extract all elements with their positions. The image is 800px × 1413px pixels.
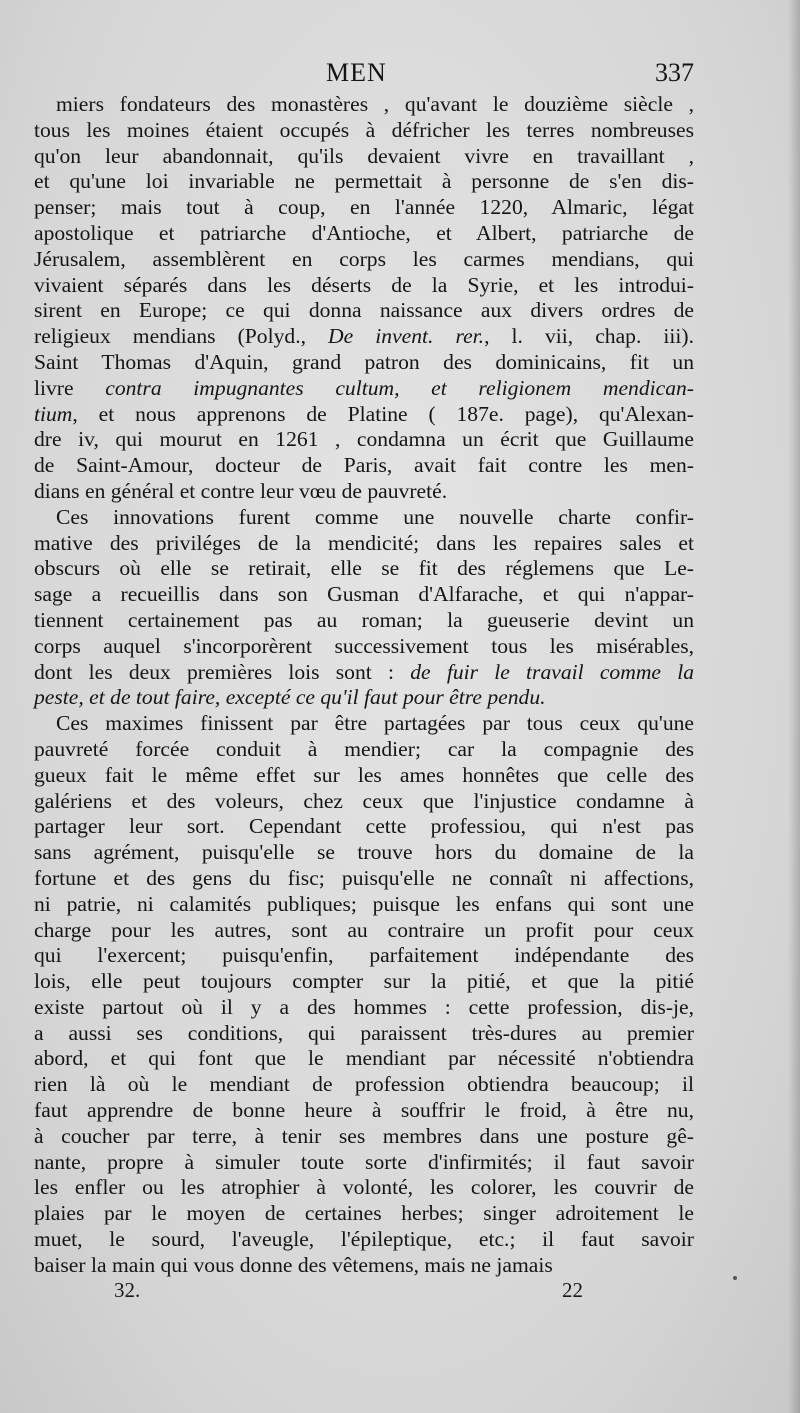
text-line <box>34 763 694 789</box>
text-line <box>34 892 694 918</box>
text-segment: galériens et des voleurs, chez ceux que l'injustice condamne à <box>34 788 694 813</box>
text-line <box>34 505 694 531</box>
text-segment: vivaient séparés dans les déserts de la Syrie, et les introdui- <box>34 272 694 297</box>
text-segment: partager leur sort. Cependant cette professiou, qui n'est pas <box>34 814 694 839</box>
text-line <box>34 1098 694 1124</box>
signature-mark-right: 22 <box>562 1278 583 1302</box>
text-line <box>34 634 694 660</box>
italic-phrase: tium <box>34 401 73 426</box>
text-segment: sirent en Europe; ce qui donna naissance aux divers ordres de <box>34 298 694 323</box>
text-segment: fortune et des gens du fisc; puisqu'elle ne connaît ni affections, <box>34 865 694 890</box>
paper-speck <box>733 1276 737 1280</box>
text-line <box>34 969 694 995</box>
text-segment: dians en général et contre leur vœu de pauvreté. <box>34 478 448 503</box>
text-line <box>34 427 694 453</box>
text-line <box>34 814 694 840</box>
text-segment: Ces innovations furent comme une nouvelle charte confir- <box>56 504 694 529</box>
text-segment: à coucher par terre, à tenir ses membres dans une posture gê- <box>34 1123 694 1148</box>
text-segment: tiennent certainement pas au roman; la gueuserie devint un <box>34 607 694 632</box>
signature-mark-left: 32. <box>114 1278 141 1302</box>
text-line <box>34 556 694 582</box>
text-line <box>34 144 694 170</box>
text-segment: baiser la main qui vous donne des vêtemens, mais ne jamais <box>34 1252 553 1277</box>
text-segment: a aussi ses conditions, qui paraissent très-dures au premier <box>34 1020 694 1045</box>
text-line <box>34 169 694 195</box>
text-segment: rien là où le mendiant de profession obtiendra beaucoup; il <box>34 1072 694 1097</box>
paragraph <box>34 505 694 711</box>
text-line <box>34 118 694 144</box>
text-segment: sans agrément, puisqu'elle se trouve hors du domaine de la <box>34 840 694 865</box>
text-line <box>34 1021 694 1047</box>
text-line <box>34 943 694 969</box>
running-title: MEN <box>326 58 387 87</box>
text-segment: existe partout où il y a des hommes : cette profession, dis-je, <box>34 994 694 1019</box>
text-line <box>34 711 694 737</box>
text-line <box>34 376 694 402</box>
italic-phrase: contra impugnantes cultum, et religionem mendican- <box>105 375 694 400</box>
text-segment: obscurs où elle se retirait, elle se fit des réglemens que Le- <box>34 556 694 581</box>
page-edge-shadow <box>788 0 800 1413</box>
text-line <box>34 273 694 299</box>
text-segment: muet, le sourd, l'aveugle, l'épileptique, etc.; il faut savoir <box>34 1227 694 1252</box>
text-line <box>34 402 694 428</box>
text-segment: gueux fait le même effet sur les ames honnêtes que celle des <box>34 762 694 787</box>
paragraph <box>34 92 694 505</box>
text-line <box>34 608 694 634</box>
text-line <box>34 1150 694 1176</box>
italic-phrase: de fuir le travail comme la <box>410 659 695 684</box>
text-line <box>34 660 694 686</box>
text-line <box>34 789 694 815</box>
text-segment: apostolique et patriarche d'Antioche, et Albert, patriarche de <box>34 220 694 245</box>
text-segment: dont les deux premières lois sont : <box>34 659 411 684</box>
text-line <box>34 685 694 711</box>
text-segment: , l. vii, chap. iii). <box>484 324 695 349</box>
text-line <box>34 1072 694 1098</box>
text-segment: charge pour les autres, sont au contraire un profit pour ceux <box>34 917 694 942</box>
page-number: 337 <box>655 58 694 87</box>
text-segment: pauvreté forcée conduit à mendier; car la compagnie des <box>34 736 694 761</box>
text-line <box>34 866 694 892</box>
text-line <box>34 1253 694 1279</box>
text-line <box>34 324 694 350</box>
text-line <box>34 350 694 376</box>
text-segment: Jérusalem, assemblèrent en corps les carmes mendians, qui <box>34 246 694 271</box>
text-segment: corps auquel s'incorporèrent successivement tous les misérables, <box>34 633 694 658</box>
text-segment: qu'on leur abandonnait, qu'ils devaient vivre en travaillant , <box>34 143 694 168</box>
running-head <box>34 58 694 92</box>
text-line <box>34 479 694 505</box>
text-segment: et qu'une loi invariable ne permettait à personne de s'en dis- <box>34 169 694 194</box>
paragraph <box>34 711 694 1279</box>
text-segment: , et nous apprenons de Platine ( 187e. page), qu'Alexan- <box>72 401 694 426</box>
text-line <box>34 247 694 273</box>
italic-phrase: De invent. rer. <box>328 324 485 349</box>
text-segment: Saint Thomas d'Aquin, grand patron des dominicains, fit un <box>34 349 694 374</box>
text-segment: les enfler ou les atrophier à volonté, les colorer, les couvrir de <box>34 1175 694 1200</box>
text-segment: plaies par le moyen de certaines herbes; singer adroitement le <box>34 1201 694 1226</box>
text-line <box>34 995 694 1021</box>
text-segment: miers fondateurs des monastères , qu'avant le douzième siècle , <box>56 92 694 116</box>
text-line <box>34 453 694 479</box>
text-line <box>34 221 694 247</box>
text-line <box>34 1201 694 1227</box>
text-segment: nante, propre à simuler toute sorte d'infirmités; il faut savoir <box>34 1149 694 1174</box>
text-line <box>34 1124 694 1150</box>
text-line <box>34 195 694 221</box>
text-line <box>34 840 694 866</box>
text-segment: faut apprendre de bonne heure à souffrir le froid, à être nu, <box>34 1098 694 1123</box>
text-line <box>34 92 694 118</box>
body-text <box>34 92 694 1279</box>
page-footer <box>34 1278 694 1308</box>
text-segment: lois, elle peut toujours compter sur la pitié, et que la pitié <box>34 969 694 994</box>
text-segment: Ces maximes finissent par être partagées par tous ceux qu'une <box>56 711 694 736</box>
text-segment: religieux mendians (Polyd., <box>34 324 329 349</box>
italic-phrase: peste, et de tout faire, excepté ce qu'il faut pour être pendu. <box>34 685 546 710</box>
text-segment: penser; mais tout à coup, en l'année 1220, Almaric, légat <box>34 195 694 220</box>
text-line <box>34 1175 694 1201</box>
text-line <box>34 531 694 557</box>
text-segment: dre iv, qui mourut en 1261 , condamna un écrit que Guillaume <box>34 427 694 452</box>
text-segment: qui l'exercent; puisqu'enfin, parfaitement indépendante des <box>34 943 694 968</box>
text-line <box>34 737 694 763</box>
text-segment: mative des priviléges de la mendicité; dans les repaires sales et <box>34 530 694 555</box>
text-segment: ni patrie, ni calamités publiques; puisque les enfans qui sont une <box>34 891 694 916</box>
text-segment: livre <box>34 375 106 400</box>
text-line <box>34 918 694 944</box>
text-line <box>34 1227 694 1253</box>
text-line <box>34 298 694 324</box>
text-segment: sage a recueillis dans son Gusman d'Alfarache, et qui n'appar- <box>34 582 694 607</box>
text-line <box>34 1046 694 1072</box>
text-segment: tous les moines étaient occupés à défricher les terres nombreuses <box>34 117 694 142</box>
text-segment: de Saint-Amour, docteur de Paris, avait fait contre les men- <box>34 453 694 478</box>
text-line <box>34 582 694 608</box>
text-segment: abord, et qui font que le mendiant par nécessité n'obtiendra <box>34 1046 694 1071</box>
